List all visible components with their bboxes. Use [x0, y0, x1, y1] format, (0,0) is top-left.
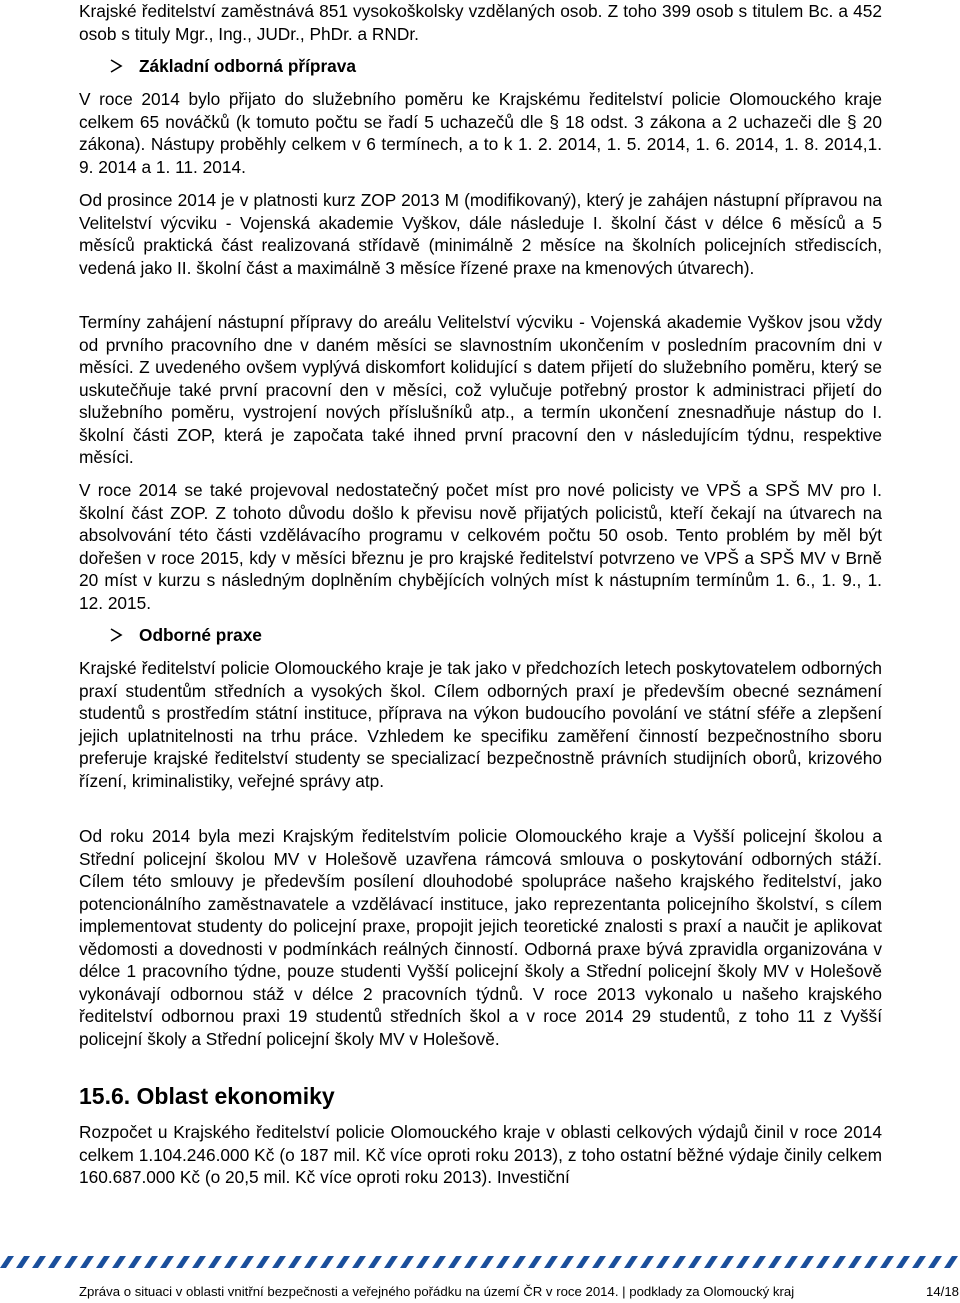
- heading-text: Základní odborná příprava: [139, 56, 357, 76]
- footer-decorative-bar: [0, 1256, 960, 1268]
- paragraph-zop-course: Od prosince 2014 je v platnosti kurz ZOP 2013 M (modifikovaný), který je zahájen nástupní přípravou na Velitelství výcviku - Vojenská akademie Vyškov, dále následuje I. školní část v délce 6 měsíců a 5 měsíců praktická část realizovaná střídavě (minimálně 2 měsíce na školních policejních střediscích, vedená jako II. školní část a maximálně 3 měsíce řízené praxe na kmenových útvarech).: [79, 190, 882, 278]
- paragraph-budget: Rozpočet u Krajského ředitelství policie Olomouckého kraje v oblasti celkových výdajů činil v roce 2014 celkem 1.104.246.000 Kč (o 187 mil. Kč více oproti roku 2013), z toho ostatní běžné výdaje činily celkem 160.687.000 Kč (o 20,5 mil. Kč více oproti roku 2013). Investiční: [79, 1122, 882, 1187]
- paragraph-internship-provider: Krajské ředitelství policie Olomouckého kraje je tak jako v předchozích letech poskytovatelem odborných praxí studentům středních a vysokých škol. Cílem odborných praxí je především obecné seznámení studentů s prostředím státní instituce, příprava na výkon budoucího povolání ve státní sféře a zlepšení jejich uplatnitelnosti na trhu práce. Vzhledem ke specifiku zaměření činností bezpečnostního sboru preferuje krajské ředitelství studenty se specializací bezpečnostně právních studijních oborů, krizového řízení, kriminalistiky, veřejné správy atp.: [79, 658, 882, 791]
- paragraph-school-capacity: V roce 2014 se také projevoval nedostatečný počet míst pro nové policisty ve VPŠ a SPŠ MV pro I. školní část ZOP. Z tohoto důvodu došlo k převisu nově přijatých policistů, kteří čekají na útvarech na absolvování této části vzdělávacího programu v celkovém počtu 50 osob. Tento problém by měl být dořešen v roce 2015, kdy v měsíci březnu je pro krajské ředitelství potvrzeno ve VPŠ a SPŠ MV v Brně 20 míst v kurzu s následným doplněním chybějících volných míst k nástupním termínům 1. 6., 1. 9., 1. 12. 2015.: [79, 480, 882, 613]
- paragraph-recruits: V roce 2014 bylo přijato do služebního poměru ke Krajskému ředitelství policie Olomouckého kraje celkem 65 nováčků (k tomuto počtu se řadí 5 uchazečů dle § 18 odst. 3 zákona a 2 uchazeči dle § 20 zákona). Nástupy proběhly celkem v 6 termínech, a to k 1. 2. 2014, 1. 5. 2014, 1. 6. 2014, 1. 8. 2014,1. 9. 2014 a 1. 11. 2014.: [79, 89, 882, 177]
- paragraph-graduates: Krajské ředitelství zaměstnává 851 vysokoškolsky vzdělaných osob. Z toho 399 osob s titulem Bc. a 452 osob s tituly Mgr., Ing., JUDr., PhDr. a RNDr.: [79, 1, 882, 44]
- section-title-economy: 15.6. Oblast ekonomiky: [79, 1083, 335, 1109]
- footer: [79, 1283, 959, 1301]
- heading-basic-training: [109, 55, 356, 78]
- heading-text: Odborné praxe: [139, 625, 262, 645]
- paragraph-holesov-agreement: Od roku 2014 byla mezi Krajským ředitelstvím policie Olomouckého kraje a Vyšší policejní školou a Střední policejní školou MV v Holešově uzavřena rámcová smlouva o poskytování odborných stáží. Cílem této smlouvy je především posílení dlouhodobé spolupráce našeho krajského ředitelství, jako potencionálního zaměstnavatele a vzdělávací instituce, jako reprezentanta policejního školství, s cílem implementovat studenty do policejní praxe, propojit jejich teoretické znalosti s praxí a naučit je aplikovat vědomosti a dovednosti v podmínkách reálných činností. Odborná praxe bývá zpravidla organizována v délce 1 pracovního týdne, pouze studenti Vyšší policejní školy a Střední policejní školy MV v Holešově vykonávají odbornou stáž v délce 2 pracovních týdnů. V roce 2013 vykonalo u našeho krajského ředitelství odbornou praxi 19 studentů středních škol a v roce 2014 29 studentů, z toho 11 z Vyšší policejní školy a Střední policejní školy MV v Holešově.: [79, 826, 882, 1049]
- arrow-bullet-icon: [109, 59, 139, 73]
- footer-title: Zpráva o situaci v oblasti vnitřní bezpečnosti a veřejného pořádku na území ČR v roce 2014. | podklady za Olomoucký kraj: [79, 1284, 795, 1299]
- heading-internships: [109, 624, 262, 647]
- paragraph-training-dates: Termíny zahájení nástupní přípravy do areálu Velitelství výcviku - Vojenská akademie Vyškov jsou vždy od prvního pracovního dne v daném měsíci se slavnostním ukončením v posledním pracovním dni v měsíci. Z uvedeného ovšem vyplývá diskomfort kolidující s datem přijetí do služebního poměru, který se uskutečňuje také první pracovní den v měsíci, což vylučuje potřebný prostor k administraci přijetí do služebního poměru, vystrojení nových příslušníků atp., a termín ukončení znesnadňuje nástup do I. školní části ZOP, která je započata také ihned první pracovní den v následujícím týdnu, respektive měsíci.: [79, 312, 882, 467]
- arrow-bullet-icon: [109, 628, 139, 642]
- page-number: 14/18: [925, 1284, 959, 1299]
